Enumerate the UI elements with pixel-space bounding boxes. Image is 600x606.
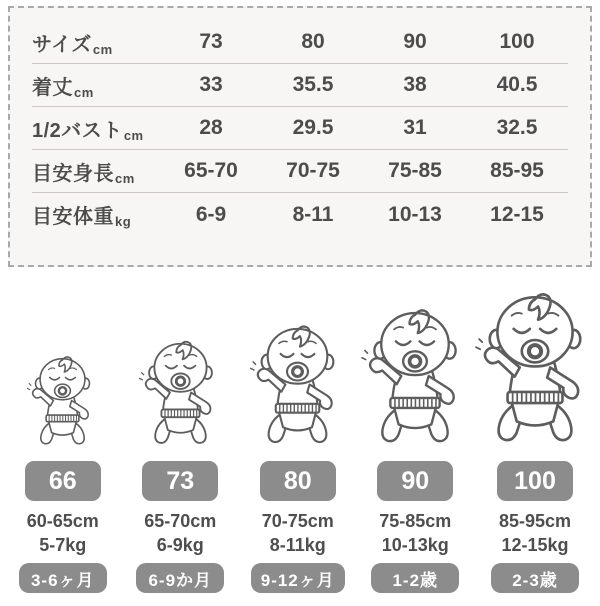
growth-column-80: [239, 279, 357, 593]
unit-label: cm: [123, 127, 144, 143]
size-badge: 80: [260, 461, 336, 501]
size-badge: 66: [25, 461, 101, 501]
height-range: 75-85cm: [379, 511, 452, 531]
table-cell: 70-75: [286, 159, 340, 182]
baby-box: [360, 279, 470, 449]
table-cell: 8-11: [292, 202, 334, 226]
size-badge: 90: [377, 461, 453, 501]
size-badge: 100: [497, 461, 573, 501]
table-cell: 35.5: [292, 73, 334, 96]
table-cell: 33: [199, 73, 223, 96]
table-cell: 80: [301, 30, 325, 53]
table-cell: 90: [403, 30, 427, 53]
size-guide-infographic: [0, 6, 600, 606]
growth-column-66: [4, 279, 122, 593]
size-table: [8, 6, 592, 267]
row-label-size: サイズcm: [32, 33, 113, 57]
table-cell: 28: [199, 116, 223, 139]
table-cell: 85-95: [490, 159, 544, 182]
age-badge: 1-2歳: [371, 563, 459, 593]
table-cell: 12-15: [490, 202, 544, 226]
growth-chart: [0, 279, 600, 593]
baby-illustration-icon: [474, 286, 596, 449]
weight-range: 5-7kg: [39, 535, 87, 555]
baby-box: [249, 279, 346, 449]
table-cell: 29.5: [292, 116, 334, 139]
age-badge: 9-12ヶ月: [251, 563, 345, 593]
baby-illustration-icon: [360, 303, 470, 449]
unit-label: kg: [115, 214, 132, 229]
unit-label: cm: [92, 41, 113, 57]
height-range: 85-95cm: [498, 511, 572, 531]
baby-illustration-icon: [249, 320, 346, 449]
weight-range: 8-11kg: [269, 535, 326, 555]
height-range: 65-70cm: [144, 511, 217, 531]
age-badge: 3-6ヶ月: [19, 563, 107, 593]
size-badge: 73: [142, 461, 218, 501]
age-badge: 2-3歳: [491, 563, 579, 593]
weight-range: 12-15kg: [501, 535, 569, 555]
table-cell: 65-70: [184, 159, 238, 182]
row-label-length: 着丈cm: [32, 76, 94, 100]
table-row-length: [32, 64, 568, 107]
growth-column-73: [122, 279, 240, 593]
unit-label: cm: [74, 84, 94, 100]
table-cell: 32.5: [496, 116, 538, 139]
table-cell: 31: [403, 116, 427, 139]
weight-range: 6-9kg: [156, 535, 204, 555]
growth-column-90: [357, 279, 475, 593]
baby-illustration-icon: [138, 336, 223, 449]
table-cell: 75-85: [388, 159, 442, 182]
table-cell: 10-13: [388, 202, 442, 226]
table-cell: 38: [403, 73, 427, 96]
table-row-height-guide: [32, 150, 568, 193]
baby-box: [138, 279, 223, 449]
unit-label: cm: [115, 170, 135, 186]
row-label-height-guide: 目安身長cm: [32, 162, 135, 186]
growth-column-100: [474, 279, 596, 593]
table-cell: 6-9: [195, 202, 227, 226]
age-badge: 6-9か月: [136, 563, 224, 593]
table-cell: 100: [499, 30, 535, 53]
row-label-half-bust: 1/2バストcm: [32, 119, 144, 143]
table-row-half-bust: [32, 107, 568, 150]
baby-illustration-icon: [26, 352, 99, 449]
row-label-weight-guide: 目安体重kg: [32, 206, 132, 229]
baby-box: [474, 279, 596, 449]
table-cell: 73: [199, 30, 223, 53]
height-range: 70-75cm: [261, 511, 334, 531]
weight-range: 10-13kg: [381, 535, 449, 555]
table-row-size: [32, 21, 568, 64]
table-cell: 40.5: [496, 73, 538, 96]
baby-box: [26, 279, 99, 449]
height-range: 60-65cm: [26, 511, 99, 531]
table-row-weight-guide: [32, 193, 568, 236]
